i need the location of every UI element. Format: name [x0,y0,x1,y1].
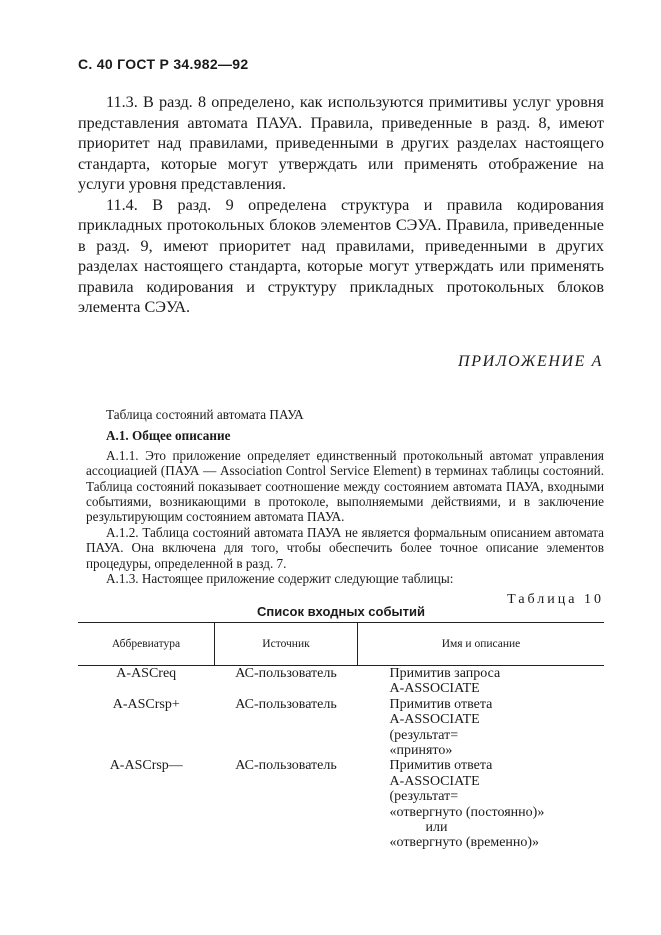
column-header: Имя и описание [358,623,605,666]
table-row [78,697,604,759]
table-number: Таблица 10 [507,592,604,607]
table-header-row [78,623,604,666]
appendix-title: Таблица состояний автомата ПАУА [106,407,304,422]
table-row [78,758,604,850]
cell-desc: Примитив ответа A-ASSOCIATE (результат= «принято» [389,696,493,759]
cell-desc: Примитив ответа A-ASSOCIATE (результат= «отвергнуто (постоянно)» или «отвергнуто (временно)» [389,758,545,851]
cell-source: АС-пользователь [235,758,337,774]
appendix-text [86,407,604,586]
column-header: Источник [215,623,358,666]
paragraph-11-3: 11.3. В разд. 8 определено, как используются примитивы услуг уровня представления автомата ПАУА. Правила, приведенные в разд. 8, имеют приоритет над правилами, приведенными в других разделах настоящего стандарта, которые могут утверждать или применять отображение на услуги уровня представления. [78,93,604,193]
cell-abbr: A-ASCrsp+ [112,696,180,712]
paragraph-a-1-2: А.1.2. Таблица состояний автомата ПАУА не является формальным описанием автомата ПАУА. Она включена для того, чтобы обеспечить более точное описание элементов процедуры, определенной в разд. 7. [86,524,604,571]
cell-abbr: A-ASCreq [116,666,177,681]
cell-desc: Примитив запроса A-ASSOCIATE [389,666,501,697]
column-header: Аббревиатура [78,623,215,666]
input-events-table [78,622,604,851]
appendix-label: ПРИЛОЖЕНИЕ А [458,353,603,370]
cell-source: АС-пользователь [235,666,337,681]
table-title: Список входных событий [257,604,425,619]
cell-source: АС-пользователь [235,696,337,712]
paragraph-11-4: 11.4. В разд. 9 определена структура и правила кодирования прикладных протокольных блоков элементов СЭУА. Правила, приведенные в разд. 9, имеют приоритет над правилами, приведенными в других разделах настоящего стандарта, которые могут утверждать или применять правила кодирования и структуру прикладных протокольных блоков элемента СЭУА. [78,195,604,316]
table-row [78,666,604,697]
main-text [78,92,604,318]
cell-abbr: A-ASCrsp— [109,758,183,774]
section-heading: А.1. Общее описание [106,428,231,444]
paragraph-a-1-1: А.1.1. Это приложение определяет единственный протокольный автомат управления ассоциацией (ПАУА — Association Control Service Element) в терминах таблицы состояний. Таблица состояний показывает соотношение между состоянием автомата ПАУА, входными событиями, возникающими в протоколе, выполняемыми действиями, и в заключение результирующим состоянием автомата ПАУА. [86,447,604,525]
paragraph-a-1-3: А.1.3. Настоящее приложение содержит следующие таблицы: [106,571,454,587]
page-header: С. 40 ГОСТ Р 34.982—92 [78,56,249,72]
